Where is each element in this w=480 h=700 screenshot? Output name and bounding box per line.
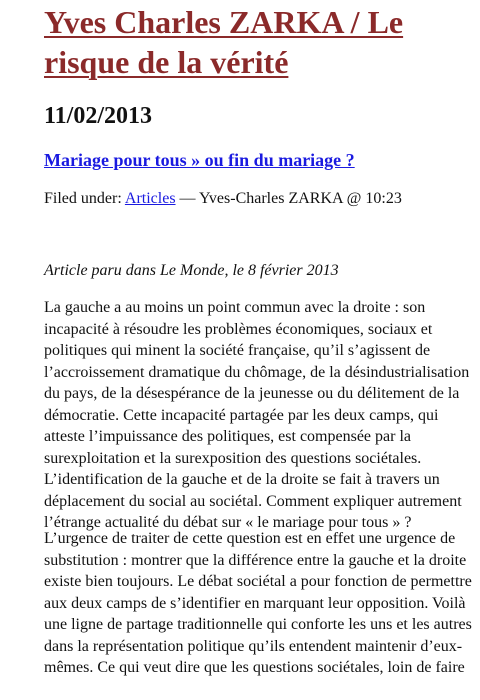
text-line: politiques qui minent la société française, qu’il s’agissent de — [44, 342, 431, 359]
category-link-articles[interactable]: Articles — [124, 190, 176, 207]
site-title-link[interactable]: Yves Charles ZARKA / Le risque de la vérité — [44, 4, 404, 80]
text-line: l’accroissement dramatique du chômage, de la désindustrialisation — [44, 363, 470, 381]
intro-suffix: , le 8 février 2013 — [224, 262, 339, 279]
post-meta — [44, 188, 402, 210]
article-source-note — [44, 260, 339, 282]
intro-prefix: Article paru dans — [44, 262, 160, 279]
text-line: atteste l’impuissance des politiques, est compensée par la — [44, 428, 411, 445]
text-line: L’urgence de traiter de cette question est en effet une urgence de — [44, 530, 456, 547]
text-line: existe bien toujours. Le débat sociétal a pour fonction de permettre — [44, 573, 472, 590]
intro-source: Le Monde — [160, 262, 225, 279]
text-line: une ligne de partage traditionnelle qui conforte les uns et les autres — [44, 616, 472, 633]
text-line: dans la représentation politique qu’ils entendent maintenir d’eux- — [44, 637, 463, 655]
text-line: incapacité à résoudre les problèmes économiques, sociaux et — [44, 320, 433, 338]
text-line: du pays, de la désespérance de la jeunesse ou du délitement de la — [44, 385, 460, 402]
text-line: déplacement du social au sociétal. Comment expliquer autrement — [44, 492, 462, 510]
text-line: La gauche a au moins un point commun avec la droite : son — [44, 299, 426, 316]
text-line: substitution : montrer que la différence entre la gauche et la droite — [44, 551, 467, 569]
filed-under-label: Filed under: — [44, 190, 122, 207]
text-line: surexploitation et la surexposition des questions sociétales. — [44, 449, 422, 467]
post-title-link[interactable]: Mariage pour tous » ou fin du mariage ? — [44, 150, 355, 170]
body-paragraph-2 — [44, 528, 480, 679]
text-line: aux deux camps de s’identifier en marquant leur opposition. Voilà — [44, 594, 466, 612]
text-line: mêmes. Ce qui veut dire que les questions sociétales, loin de faire — [44, 659, 465, 676]
meta-separator: — — [179, 190, 196, 207]
text-line: L’identification de la gauche et de la droite se fait à travers un — [44, 471, 440, 488]
text-line: l’étrange actualité du débat sur « le mariage pour tous » ? — [44, 514, 412, 531]
body-paragraph-1 — [44, 297, 480, 534]
post-date: 11/02/2013 — [44, 103, 153, 129]
text-line: démocratie. Cette incapacité partagée par les deux camps, qui — [44, 406, 439, 424]
post-byline: Yves-Charles ZARKA @ 10:23 — [198, 190, 402, 207]
